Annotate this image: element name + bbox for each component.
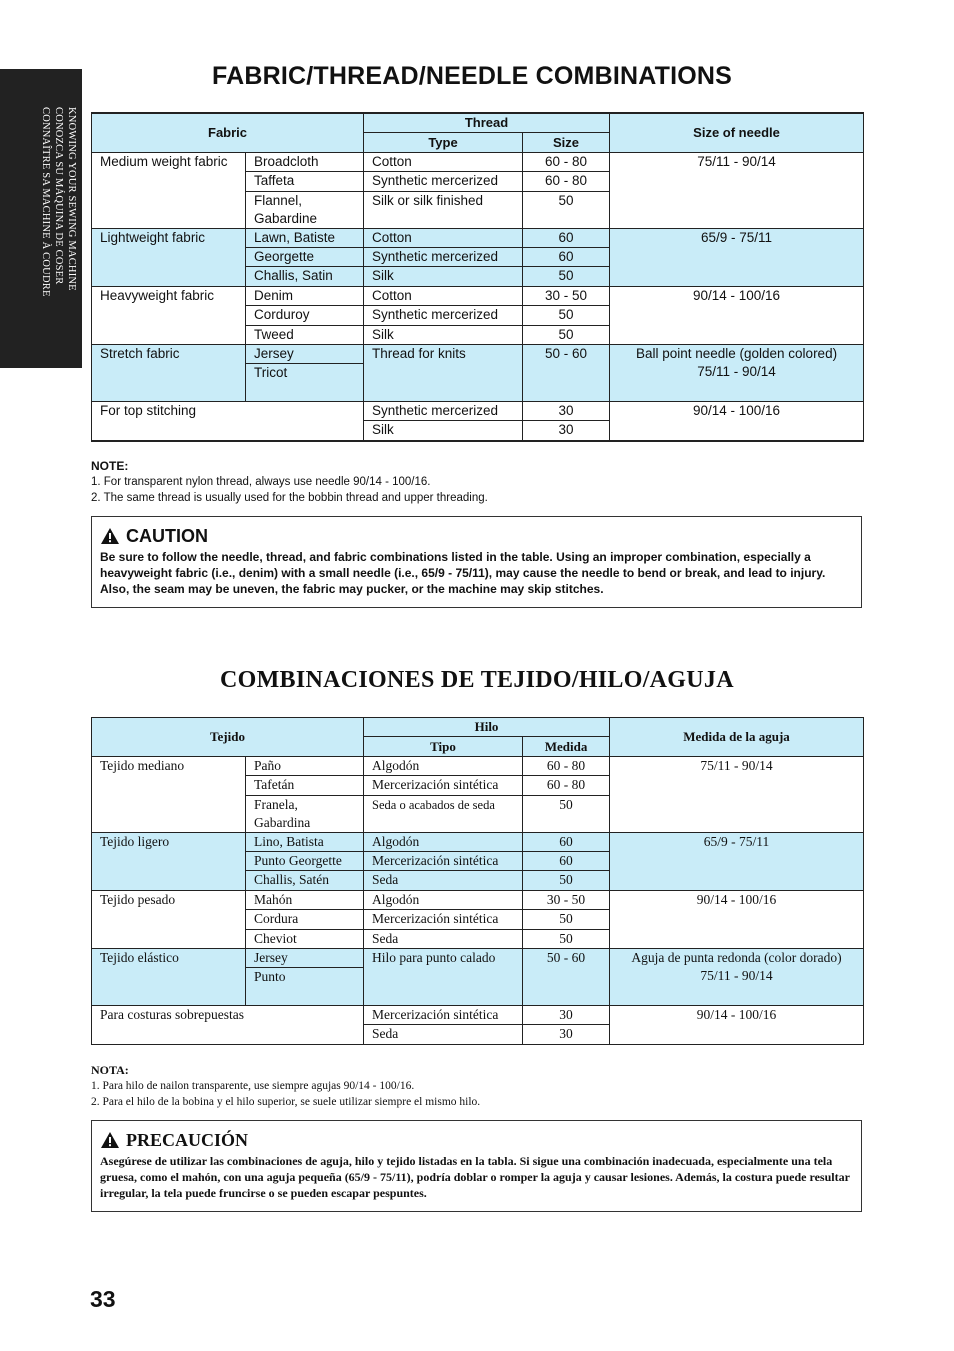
fabric-cell: Para costuras sobrepuestas [92,1006,364,1045]
size-cell: 30 [523,1025,610,1044]
table-row [92,1006,864,1025]
side-tab-text [34,107,78,357]
needle-cell: 65/9 - 75/11 [610,228,864,286]
sub-fabric-cell: Jersey [246,948,364,967]
note-item: 1. For transparent nylon thread, always use needle 90/14 - 100/16. [91,476,431,488]
header-size: Medida [523,737,610,756]
note-item: 2. Para el hilo de la bobina y el hilo superior, se suele utilizar siempre el mismo hilo. [91,1096,481,1108]
size-cell: 60 [523,832,610,851]
type-cell: Seda o acabados de seda [364,795,523,832]
size-cell: 50 [523,910,610,929]
fabric-cell: Stretch fabric [92,344,246,401]
size-cell: 50 [523,325,610,344]
needle-cell [610,344,864,401]
table-row [92,832,864,851]
header-needle: Medida de la aguja [610,718,864,757]
caution-heading [100,1129,853,1151]
size-cell: 60 [523,851,610,870]
side-tab-line-fr: CONNAÎTRE SA MACHINE À COUDRE [40,107,51,297]
type-cell: Hilo para punto calado [364,948,523,1005]
type-cell: Cotton [364,152,523,171]
caution-text: Be sure to follow the needle, thread, and fabric combinations listed in the table. Using an improper combination, especially a heavyweight fabric (i.e., denim) with a small needle (i.e., 65/9 - 75/11), may cause the needle to bend or break, and lead to injury. Also, the seam may be uneven, the fabric may pucker, or the machine may skip stitches. [100,550,826,596]
type-cell: Algodón [364,890,523,909]
table-row [92,286,864,305]
needle-cell [610,948,864,1005]
needle-line: 75/11 - 90/14 [697,363,776,379]
type-cell: Synthetic mercerized [364,247,523,266]
sub-fabric-line: Gabardine [254,210,318,226]
size-cell: 30 [523,421,610,441]
sub-fabric-cell: Punto Georgette [246,851,364,870]
page-title-es: COMBINACIONES DE TEJIDO/HILO/AGUJA [220,667,734,693]
size-cell: 50 [523,191,610,228]
sub-fabric-cell: Punto [246,968,364,1006]
sub-fabric-line: Franela, [254,796,298,812]
table-row [92,152,864,171]
sub-fabric-cell: Tweed [246,325,364,344]
fabric-cell: Medium weight fabric [92,152,246,228]
needle-line: Ball point needle (golden colored) [635,345,838,361]
type-cell: Synthetic mercerized [364,172,523,191]
header-type: Type [364,133,523,152]
size-cell: 50 - 60 [523,948,610,1005]
needle-line: 75/11 - 90/14 [700,967,773,983]
fabric-cell: Lightweight fabric [92,228,246,286]
size-cell: 30 - 50 [523,890,610,909]
type-cell: Thread for knits [364,344,523,401]
side-tab [0,69,82,368]
sub-fabric-cell: Jersey [246,344,364,363]
size-cell: 30 [523,402,610,421]
sub-fabric-cell: Mahón [246,890,364,909]
fabric-cell: Heavyweight fabric [92,286,246,344]
combination-table-es [91,717,864,1045]
note-item: 1. Para hilo de nailon transparente, use siempre agujas 90/14 - 100/16. [91,1080,415,1092]
header-type: Tipo [364,737,523,756]
header-thread: Hilo [364,718,610,737]
warning-triangle-icon [100,1131,120,1149]
type-cell: Algodón [364,756,523,775]
page-number: 33 [90,1286,116,1312]
caution-title: PRECAUCIÓN [126,1130,249,1150]
header-size: Size [523,133,610,152]
note-item: 2. The same thread is usually used for the bobbin thread and upper threading. [91,492,488,504]
type-cell: Silk [364,325,523,344]
type-cell: Synthetic mercerized [364,402,523,421]
sub-fabric-cell: Tafetán [246,776,364,795]
size-cell: 60 [523,247,610,266]
sub-fabric-cell: Challis, Satin [246,267,364,286]
combination-table-en [91,112,864,442]
table-row [92,948,864,967]
fabric-cell: For top stitching [92,402,364,441]
type-cell: Silk [364,421,523,441]
warning-triangle-icon [100,527,120,545]
sub-fabric-cell: Broadcloth [246,152,364,171]
size-cell: 60 [523,228,610,247]
needle-cell: 90/14 - 100/16 [610,286,864,344]
size-cell: 30 [523,1006,610,1025]
caution-heading [100,525,853,547]
sub-fabric-cell: Cheviot [246,929,364,948]
table-row [92,344,864,363]
caution-text: Asegúrese de utilizar las combinaciones de aguja, hilo y tejido listadas en la tabla. Si sigue una combinación inadecuada, especialmente una tela gruesa, como el mahón, con una aguja pequeña (65/9 - 75/11), podría doblar o romper la aguja y causar lesiones. Además, la costura puede resultar irregular, la tela puede fruncirse o se pueden escapar pespuntes. [100,1154,850,1200]
table-row [92,228,864,247]
header-fabric: Tejido [92,718,364,757]
fabric-cell: Tejido mediano [92,756,246,832]
page-title-en: FABRIC/THREAD/NEEDLE COMBINATIONS [212,62,733,90]
needle-cell: 90/14 - 100/16 [610,890,864,948]
size-cell: 30 - 50 [523,286,610,305]
size-cell: 50 [523,795,610,832]
sub-fabric-cell: Paño [246,756,364,775]
header-thread: Thread [364,113,610,133]
size-cell: 60 - 80 [523,152,610,171]
sub-fabric-cell: Lawn, Batiste [246,228,364,247]
type-cell: Silk [364,267,523,286]
sub-fabric-cell: Tricot [246,364,364,402]
table-row [92,890,864,909]
needle-cell: 90/14 - 100/16 [610,1006,864,1045]
caution-box-en [91,516,862,608]
sub-fabric-cell: Georgette [246,247,364,266]
type-cell: Mercerización sintética [364,776,523,795]
note-title: NOTA: [91,1063,129,1077]
table-row [92,402,864,421]
size-cell: 60 - 80 [523,172,610,191]
sub-fabric-line: Flannel, [254,192,303,208]
side-tab-line-es: CONOZCA SU MÁQUINA DE COSER [53,107,64,285]
size-cell: 60 - 80 [523,776,610,795]
needle-cell: 75/11 - 90/14 [610,756,864,832]
sub-fabric-line: Gabardina [254,814,311,830]
type-cell: Silk or silk finished [364,191,523,228]
caution-title: CAUTION [126,526,208,546]
size-cell: 50 [523,871,610,890]
needle-cell: 90/14 - 100/16 [610,402,864,441]
sub-fabric-cell: Denim [246,286,364,305]
type-cell: Synthetic mercerized [364,306,523,325]
type-cell: Mercerización sintética [364,851,523,870]
size-cell: 50 [523,267,610,286]
sub-fabric-cell: Challis, Satén [246,871,364,890]
needle-cell: 65/9 - 75/11 [610,832,864,890]
fabric-cell: Tejido pesado [92,890,246,948]
type-cell: Cotton [364,228,523,247]
sub-fabric-cell [246,191,364,228]
sub-fabric-cell: Lino, Batista [246,832,364,851]
type-cell: Cotton [364,286,523,305]
note-es [91,1062,480,1110]
size-cell: 50 - 60 [523,344,610,401]
sub-fabric-cell: Cordura [246,910,364,929]
needle-cell: 75/11 - 90/14 [610,152,864,228]
side-tab-line-en: KNOWING YOUR SEWING MACHINE [66,107,77,291]
size-cell: 50 [523,306,610,325]
type-cell: Seda [364,871,523,890]
type-cell: Mercerización sintética [364,1006,523,1025]
note-title: NOTE: [91,459,129,473]
type-cell: Algodón [364,832,523,851]
type-cell: Seda [364,929,523,948]
sub-fabric-cell: Corduroy [246,306,364,325]
fabric-cell: Tejido ligero [92,832,246,890]
table-row [92,756,864,775]
size-cell: 60 - 80 [523,756,610,775]
type-cell: Mercerización sintética [364,910,523,929]
type-cell: Seda [364,1025,523,1044]
needle-line: Aguja de punta redonda (color dorado) [631,949,842,965]
note-en [91,458,488,506]
fabric-cell: Tejido elástico [92,948,246,1005]
sub-fabric-cell [246,795,364,832]
header-needle: Size of needle [610,113,864,152]
size-cell: 50 [523,929,610,948]
caution-box-es [91,1120,862,1212]
header-fabric: Fabric [92,113,364,152]
sub-fabric-cell: Taffeta [246,172,364,191]
